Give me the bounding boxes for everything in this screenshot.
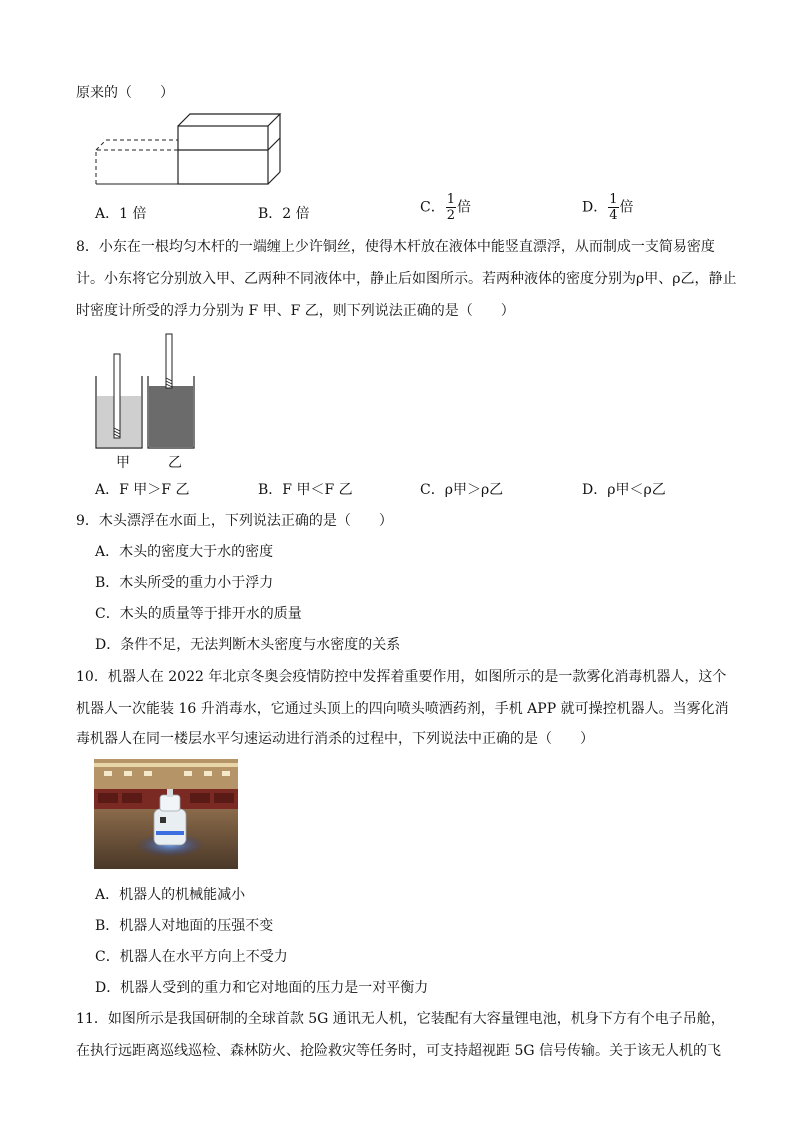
q8-stem-line-1: 8．小东在一根均匀木杆的一端缠上少许铜丝，使得木杆放在液体中能竖直漂浮，从而制成一支简易密度 (76, 239, 715, 255)
q9-option-c[interactable]: C．木头的质量等于排开水的质量 (95, 606, 302, 622)
q10-stem-line-3: 毒机器人在同一楼层水平匀速运动进行消杀的过程中，下列说法中正确的是（ ） (76, 731, 594, 747)
fraction: $\frac{1}{4}$ (609, 192, 618, 223)
q9-option-b[interactable]: B．木头所受的重力小于浮力 (95, 575, 274, 591)
q7-option-b[interactable]: B．2 倍 (258, 206, 310, 222)
q7-option-d[interactable]: D． $\frac{1}{4}$ 倍 (582, 192, 634, 223)
q8-stem-line-3: 时密度计所受的浮力分别为 F 甲、F 乙，则下列说法正确的是（ ） (76, 303, 515, 319)
q8-label-yi: 乙 (168, 455, 182, 471)
q8-label-jia: 甲 (116, 455, 130, 471)
q8-option-a[interactable]: A．F 甲＞F 乙 (95, 482, 190, 498)
q10-option-d[interactable]: D．机器人受到的重力和它对地面的压力是一对平衡力 (95, 980, 429, 996)
q10-option-a[interactable]: A．机器人的机械能减小 (95, 887, 246, 903)
q8-option-d[interactable]: D．ρ甲＜ρ乙 (582, 482, 666, 498)
q8-option-b[interactable]: B．F 甲＜F 乙 (258, 482, 353, 498)
q10-option-c[interactable]: C．机器人在水平方向上不受力 (95, 949, 288, 965)
q9-option-a[interactable]: A．木头的密度大于水的密度 (95, 544, 274, 560)
q11-stem-line-1: 11．如图所示是我国研制的全球首款 5G 通讯无人机，它装配有大容量锂电池，机身下方有个电子吊舱， (76, 1011, 725, 1027)
q10-option-b[interactable]: B．机器人对地面的压强不变 (95, 918, 274, 934)
q10-robot-photo (94, 759, 238, 869)
q10-stem-line-2: 机器人一次能装 16 升消毒水，它通过头顶上的四向喷头喷洒药剂，手机 APP 就可操控机器人。当雾化消 (76, 701, 729, 717)
fraction: $\frac{1}{2}$ (446, 192, 455, 223)
q8-option-c[interactable]: C．ρ甲＞ρ乙 (420, 482, 504, 498)
q10-stem-line-1: 10．机器人在 2022 年北京冬奥会疫情防控中发挥着重要作用，如图所示的是一款雾化消毒机器人，这个 (76, 669, 727, 685)
q11-stem-line-2: 在执行远距离巡线巡检、森林防火、抢险救灾等任务时，可支持超视距 5G 信号传输。关于该无人机的飞 (76, 1043, 721, 1059)
q7-option-a[interactable]: A．1 倍 (95, 206, 147, 222)
q7-tail-text: 原来的（ ） (76, 85, 174, 101)
q9-stem: 9．木头漂浮在水面上，下列说法正确的是（ ） (76, 513, 393, 529)
q9-option-d[interactable]: D．条件不足，无法判断木头密度与水密度的关系 (95, 637, 401, 653)
q8-stem-line-2: 计。小东将它分别放入甲、乙两种不同液体中，静止后如图所示。若两种液体的密度分别为ρ甲、ρ乙，静止 (76, 271, 737, 287)
q7-stacked-boxes-figure (92, 110, 282, 188)
q8-beakers-figure (92, 330, 202, 470)
q7-option-c[interactable]: C． $\frac{1}{2}$ 倍 (420, 192, 471, 223)
